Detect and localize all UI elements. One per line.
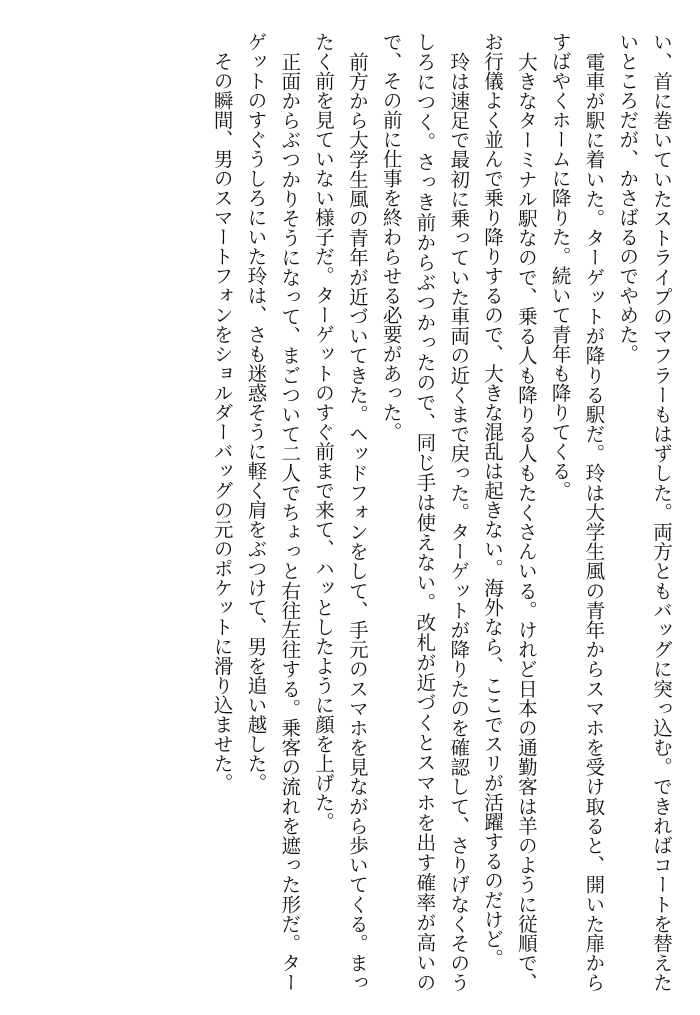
paragraph-5: 前方から大学生風の青年が近づいてきた。ヘッドフォンをして、手元のスマホを見ながら歩いてくる。まったく前を見ていない様子だ。ターゲットのすぐ前まで来て、ハッとしたように顔を上げた。 [312, 32, 369, 992]
paragraph-4: 玲は速足で最初に乗っていた車両の近くまで戻った。ターゲットが降りたのを確認して、さりげなくそのうしろにつく。さっき前からぶつかったので、同じ手は使えない。改札が近づくとスマホを出す確率が高いので、その前に仕事を終わらせる必要があった。 [379, 32, 471, 992]
paragraph-6: 正面からぶつかりそうになって、まごついて二人でちょっと右往左往する。乗客の流れを遮った形だ。ターゲットのすぐうしろにいた玲は、さも迷惑そうに軽く肩をぶつけて、男を追い越した。 [244, 32, 302, 992]
paragraph-7: その瞬間、男のスマートフォンをショルダーバッグの元のポケットに滑り込ませた。 [210, 32, 234, 793]
paragraph-1: い、首に巻いていたストライプのマフラーもはずした。両方ともバッグに突っ込む。できればコートを替えたいところだが、かさばるのでやめた。 [616, 32, 673, 992]
vertical-text-block [205, 32, 678, 992]
paragraph-3: 大きなターミナル駅なので、乗る人も降りる人もたくさんいる。けれど日本の通勤客は羊のように従順で、お行儀よく並んで乗り降りするので、大きな混乱は起きない。海外なら、ここでスリが活躍するのだけど。 [481, 32, 538, 992]
paragraph-2: 電車が駅に着いた。ターゲットが降りる駅だ。玲は大学生風の青年からスマホを受け取ると、開いた扉からすばやくホームに降りた。続いて青年も降りてくる。 [548, 32, 606, 992]
